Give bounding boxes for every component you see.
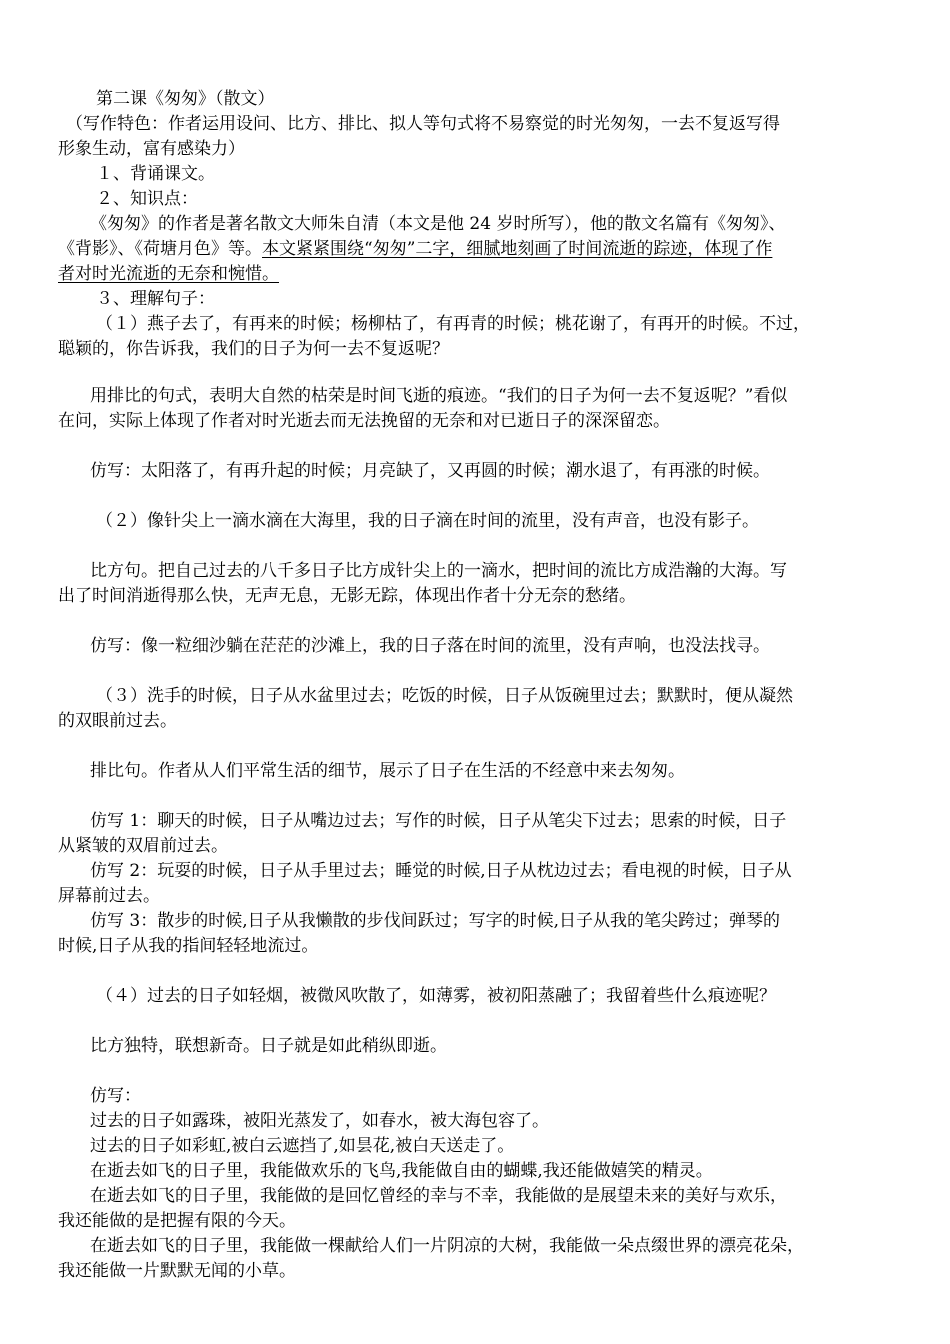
imitation: 仿写 2：玩耍的时候，日子从手里过去；睡觉的时候,日子从枕边过去；看电视的时候，日子从 xyxy=(90,861,792,881)
sentence-quote: 的双眼前过去。 xyxy=(58,711,177,731)
sentence-analysis: 用排比的句式，表明大自然的枯荣是时间飞逝的痕迹。“我们的日子为何一去不复返呢？”看似 xyxy=(90,386,788,406)
imitation: 时候,日子从我的指间轻轻地流过。 xyxy=(58,936,319,956)
item-recite: １、背诵课文。 xyxy=(96,164,215,184)
sentence-analysis: 在问，实际上体现了作者对时光逝去而无法挽留的无奈和对已逝日子的深深留恋。 xyxy=(58,411,670,431)
imitation: 屏幕前过去。 xyxy=(58,886,160,906)
knowledge-text: 《匆匆》的作者是著名散文大师朱自清（本文是他 24 岁时所写），他的散文名篇有《匆匆》、 xyxy=(90,214,786,234)
knowledge-underlined: 者对时光流逝的无奈和惋惜。 xyxy=(58,264,279,284)
imitation: 仿写：太阳落了，有再升起的时候；月亮缺了，又再圆的时候；潮水退了，有再涨的时候。 xyxy=(90,461,770,481)
imitation: 在逝去如飞的日子里，我能做的是回忆曾经的幸与不幸，我能做的是展望未来的美好与欢乐， xyxy=(90,1186,787,1206)
sentence-analysis: 出了时间消逝得那么快，无声无息，无影无踪，体现出作者十分无奈的愁绪。 xyxy=(58,586,636,606)
imitation: 我还能做一片默默无闻的小草。 xyxy=(58,1261,296,1281)
imitation: 在逝去如飞的日子里，我能做一棵献给人们一片阴凉的大树，我能做一朵点缀世界的漂亮花朵， xyxy=(90,1236,804,1256)
features-line: （写作特色：作者运用设问、比方、排比、拟人等句式将不易察觉的时光匆匆，一去不复返写得 xyxy=(66,114,780,134)
imitation: 我还能做的是把握有限的今天。 xyxy=(58,1211,296,1231)
sentence-quote: 聪颖的，你告诉我，我们的日子为何一去不复返呢？ xyxy=(58,339,449,359)
imitation: 在逝去如飞的日子里，我能做欢乐的飞鸟,我能做自由的蝴蝶,我还能做嬉笑的精灵。 xyxy=(90,1161,713,1181)
knowledge-plain: 《背影》、《荷塘月色》等。 xyxy=(58,239,262,259)
imitation: 从紧皱的双眉前过去。 xyxy=(58,836,228,856)
knowledge-underlined: 本文紧紧围绕“匆匆”二字，细腻地刻画了时间流逝的踪迹，体现了作 xyxy=(262,239,773,259)
sentence-quote: （２）像针尖上一滴水滴在大海里，我的日子滴在时间的流里，没有声音，也没有影子。 xyxy=(96,511,759,531)
sentence-analysis: 比方句。把自己过去的八千多日子比方成针尖上的一滴水，把时间的流比方成浩瀚的大海。写 xyxy=(90,561,787,581)
knowledge-text xyxy=(58,263,898,285)
sentence-analysis: 排比句。作者从人们平常生活的细节，展示了日子在生活的不经意中来去匆匆。 xyxy=(90,761,685,781)
sentence-quote: （１）燕子去了，有再来的时候；杨柳枯了，有再青的时候；桃花谢了，有再开的时候。不过， xyxy=(96,314,810,334)
imitation-label: 仿写： xyxy=(90,1086,141,1106)
features-line: 形象生动，富有感染力） xyxy=(58,139,245,159)
imitation: 仿写：像一粒细沙躺在茫茫的沙滩上，我的日子落在时间的流里，没有声响，也没法找寻。 xyxy=(90,636,770,656)
imitation: 过去的日子如彩虹,被白云遮挡了,如昙花,被白天送走了。 xyxy=(90,1136,515,1156)
sentence-quote: （３）洗手的时候，日子从水盆里过去；吃饭的时候，日子从饭碗里过去；默默时，便从凝然 xyxy=(96,686,793,706)
sentence-analysis: 比方独特，联想新奇。日子就是如此稍纵即逝。 xyxy=(90,1036,447,1056)
knowledge-text xyxy=(58,238,898,260)
lesson-title: 第二课《匆匆》（散文） xyxy=(96,89,275,109)
imitation: 仿写 1：聊天的时候，日子从嘴边过去；写作的时候，日子从笔尖下过去；思索的时候，日子 xyxy=(90,811,787,831)
sentence-quote: （４）过去的日子如轻烟，被微风吹散了，如薄雾，被初阳蒸融了；我留着些什么痕迹呢？ xyxy=(96,986,776,1006)
item-sentences: ３、理解句子： xyxy=(96,289,215,309)
imitation: 仿写 3：散步的时候,日子从我懒散的步伐间跃过；写字的时候,日子从我的笔尖跨过；弹琴的 xyxy=(90,911,781,931)
imitation: 过去的日子如露珠，被阳光蒸发了，如春水，被大海包容了。 xyxy=(90,1111,549,1131)
item-knowledge: ２、知识点： xyxy=(96,189,198,209)
